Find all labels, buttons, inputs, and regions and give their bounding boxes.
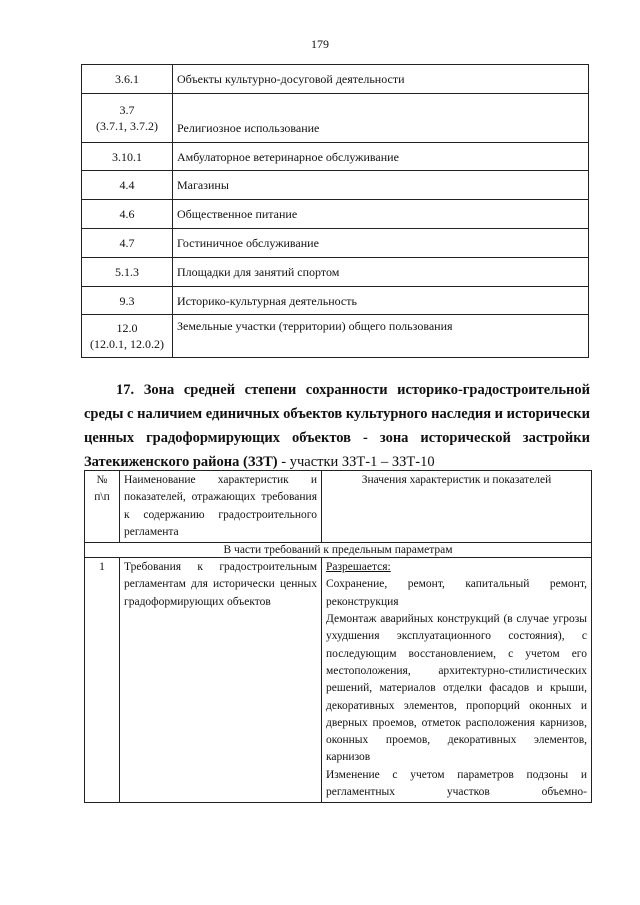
code-main: 12.0	[116, 321, 138, 335]
table-row	[82, 65, 589, 94]
code-cell: 3.10.1	[82, 143, 173, 171]
table-row	[82, 171, 589, 200]
row-num: 1	[85, 558, 120, 803]
row-values	[322, 558, 592, 803]
allowed-item: Сохранение, ремонт, капитальный ремонт, реконструкция	[326, 578, 587, 608]
code-cell	[82, 315, 173, 358]
table-row	[85, 558, 592, 803]
table-row	[82, 200, 589, 229]
zone-heading	[84, 378, 590, 474]
table-row	[82, 315, 589, 358]
name-cell: Общественное питание	[173, 200, 589, 229]
zone-heading-title: 17. Зона средней степени сохранности историко-градостроительной среды с наличием единичных объектов культурного наследия и исторически ценных градоформирующих объектов - зона исторической застройки Затекиженского района (ЗЗТ)	[84, 382, 590, 470]
allowed-item: Демонтаж аварийных конструкций (в случае угрозы ухудшения эксплуатационного состояния), с последующим восстановлением, с учетом его местоположения, архитектурно-стилистических решений, материалов отделки фасадов и крыши, декоративных элементов, пропорций оконных и дверных проемов, отметок расположения карнизов, оконных проемов, декоративных элементов, карнизов	[326, 613, 587, 764]
name-cell: Магазины	[173, 171, 589, 200]
code-cell: 4.6	[82, 200, 173, 229]
name-cell: Историко-культурная деятельность	[173, 287, 589, 315]
name-cell: Религиозное использование	[173, 94, 589, 143]
zone-heading-plots: - участки ЗЗТ-1 – ЗЗТ-10	[277, 454, 435, 470]
code-cell: 5.1.3	[82, 258, 173, 287]
allowed-item: Изменение с учетом параметров подзоны и регламентных участков объемно-	[326, 768, 587, 799]
code-cell: 3.6.1	[82, 65, 173, 94]
name-cell: Гостиничное обслуживание	[173, 229, 589, 258]
name-cell: Амбулаторное ветеринарное обслуживание	[173, 143, 589, 171]
table-row	[82, 143, 589, 171]
code-cell: 9.3	[82, 287, 173, 315]
header-num: № п\п	[85, 471, 120, 543]
allowed-label: Разрешается:	[326, 561, 391, 574]
table-row	[82, 258, 589, 287]
code-sub: (12.0.1, 12.0.2)	[90, 337, 164, 351]
table-row	[82, 229, 589, 258]
code-sub: (3.7.1, 3.7.2)	[96, 119, 158, 133]
header-values: Значения характеристик и показателей	[322, 471, 592, 543]
code-cell	[82, 94, 173, 143]
code-cell: 4.4	[82, 171, 173, 200]
table-row	[82, 94, 589, 143]
table-header-row	[85, 471, 592, 543]
section-title: В части требований к предельным параметрам	[85, 543, 592, 558]
code-cell: 4.7	[82, 229, 173, 258]
land-use-codes-table	[81, 64, 589, 358]
page-number: 179	[311, 37, 329, 51]
name-cell: Земельные участки (территории) общего пользования	[173, 315, 589, 358]
name-cell: Объекты культурно-досуговой деятельности	[173, 65, 589, 94]
name-cell: Площадки для занятий спортом	[173, 258, 589, 287]
row-name: Требования к градостроительным регламентам для исторически ценных градоформирующих объектов	[120, 558, 322, 803]
table-row	[82, 287, 589, 315]
section-row	[85, 543, 592, 558]
header-name: Наименование характеристик и показателей, отражающих требования к содержанию градостроительного регламента	[120, 471, 322, 543]
code-main: 3.7	[119, 103, 135, 117]
zone-requirements-table	[84, 470, 592, 803]
